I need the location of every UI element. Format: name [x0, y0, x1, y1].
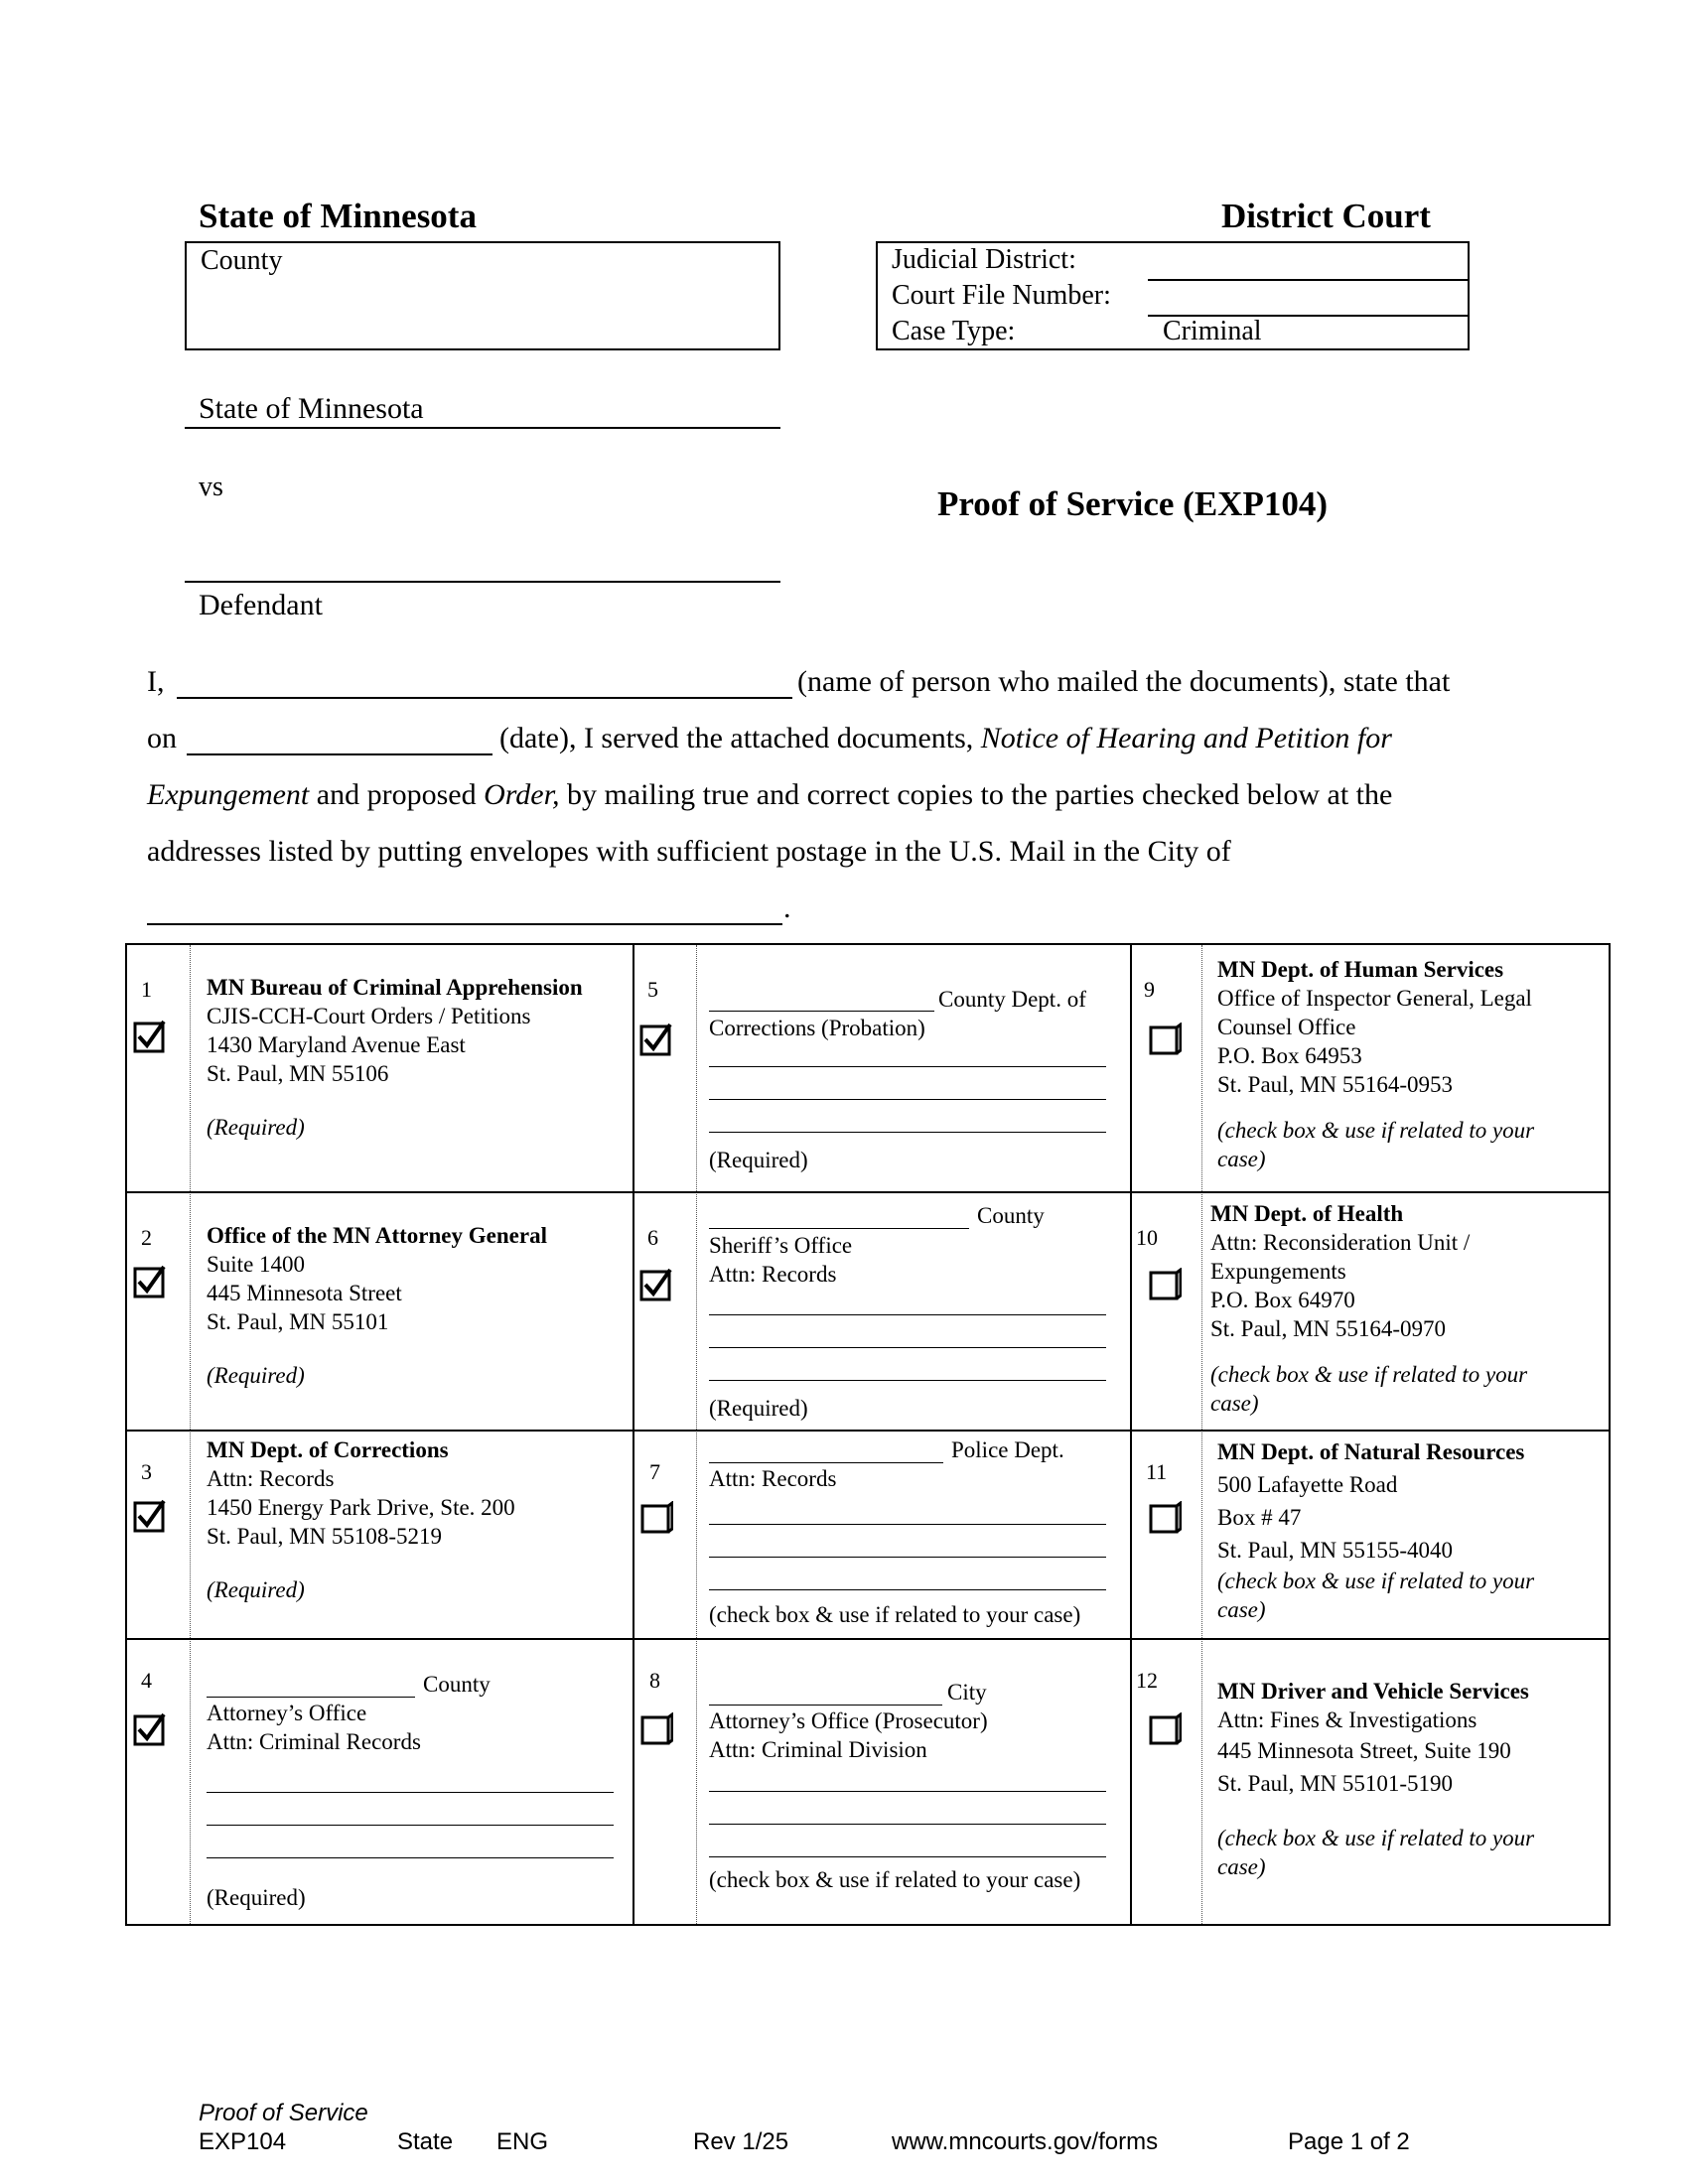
party-note: (check box & use if related to your: [1217, 1826, 1535, 1850]
party-line: 1450 Energy Park Drive, Ste. 200: [207, 1495, 515, 1520]
party-line: St. Paul, MN 55101-5190: [1217, 1771, 1454, 1796]
party-number: 10: [1136, 1225, 1158, 1250]
court-file-number-label: Court File Number:: [892, 280, 1111, 311]
party-name: Attorney’s Office: [207, 1701, 367, 1725]
plaintiff-line: [185, 427, 780, 429]
address-line-field[interactable]: [207, 1857, 614, 1858]
checkbox-checked-icon[interactable]: [133, 1020, 167, 1053]
party-note: (check box & use if related to your: [1217, 1569, 1535, 1593]
party-line: St. Paul, MN 55101: [207, 1309, 389, 1334]
defendant-label: Defendant: [199, 589, 323, 621]
party-number: 4: [141, 1668, 152, 1693]
party-name: Corrections (Probation): [709, 1016, 925, 1040]
service-date-field[interactable]: [187, 710, 492, 755]
statement-on: on: [147, 722, 177, 754]
party-line: 1430 Maryland Avenue East: [207, 1032, 466, 1057]
party-line: Counsel Office: [1217, 1015, 1356, 1039]
checkbox-icon[interactable]: [639, 1712, 673, 1746]
party-line: St. Paul, MN 55164-0970: [1210, 1316, 1447, 1341]
footer-jurisdiction: State: [397, 2128, 454, 2155]
address-line-field[interactable]: [207, 1792, 614, 1793]
address-line-field[interactable]: [709, 1524, 1106, 1525]
statement-i: I,: [147, 665, 165, 698]
county-name-field[interactable]: [709, 1011, 934, 1012]
party-line: P.O. Box 64953: [1217, 1043, 1362, 1068]
address-line-field[interactable]: [709, 1856, 1106, 1857]
party-note: case): [1217, 1597, 1266, 1622]
party-note: (Required): [207, 1363, 305, 1388]
row-divider: [127, 1191, 1609, 1193]
checkbox-icon[interactable]: [639, 1501, 673, 1535]
party-line: Office of Inspector General, Legal: [1217, 986, 1532, 1011]
city-name-field[interactable]: [709, 1705, 942, 1706]
party-note: (Required): [207, 1885, 306, 1910]
party-note: (Required): [709, 1148, 808, 1172]
party-note: case): [1210, 1391, 1259, 1416]
statement-and-proposed: and proposed: [316, 778, 477, 811]
case-type-value: Criminal: [1163, 316, 1262, 346]
party-name: MN Bureau of Criminal Apprehension: [207, 975, 583, 1000]
col-divider: [696, 945, 697, 1924]
party-cell-1: [207, 973, 629, 1142]
statement-line4: addresses listed by putting envelopes with sufficient postage in the U.S. Mail in the City of: [147, 835, 1231, 868]
address-line-field[interactable]: [709, 1380, 1106, 1381]
party-line: P.O. Box 64970: [1210, 1288, 1355, 1312]
party-line: Attn: Criminal Division: [709, 1737, 927, 1762]
footer-form-title: Proof of Service: [199, 2100, 368, 2126]
party-name: County Dept. of: [938, 987, 1086, 1012]
party-name: Sheriff’s Office: [709, 1233, 853, 1258]
address-line-field[interactable]: [709, 1347, 1106, 1348]
defendant-field[interactable]: [185, 581, 780, 583]
party-name: MN Dept. of Corrections: [207, 1437, 449, 1462]
checkbox-checked-icon[interactable]: [639, 1268, 673, 1301]
state-heading: State of Minnesota: [199, 197, 477, 235]
form-title: Proof of Service (EXP104): [937, 484, 1328, 523]
party-line: Attn: Records: [709, 1466, 837, 1491]
statement-expungement: Expungement: [147, 778, 310, 811]
parties-table: [125, 943, 1611, 1926]
plaintiff-name: State of Minnesota: [199, 392, 424, 425]
checkbox-icon[interactable]: [1148, 1712, 1182, 1746]
party-note: (check box & use if related to your: [1217, 1118, 1535, 1143]
party-note: (Required): [207, 1115, 305, 1140]
party-note: case): [1217, 1854, 1266, 1879]
party-name: MN Dept. of Natural Resources: [1217, 1439, 1525, 1464]
checkbox-icon[interactable]: [1148, 1501, 1182, 1535]
address-line-field[interactable]: [709, 1824, 1106, 1825]
judicial-district-field[interactable]: [1148, 279, 1468, 281]
col-divider: [190, 945, 191, 1924]
department-name-field[interactable]: [709, 1462, 943, 1463]
address-line-field[interactable]: [709, 1791, 1106, 1792]
statement-line3-rest: by mailing true and correct copies to the parties checked below at the: [566, 778, 1393, 811]
county-box[interactable]: [185, 241, 780, 350]
party-name: MN Dept. of Health: [1210, 1201, 1404, 1226]
col-divider: [633, 945, 634, 1924]
party-number: 7: [649, 1459, 660, 1484]
statement-line2-ital: Notice of Hearing and Petition for: [980, 722, 1392, 754]
party-line: Expungements: [1210, 1259, 1346, 1284]
party-number: 8: [649, 1668, 660, 1693]
party-cell-12: [1217, 1677, 1605, 1881]
statement-period: .: [783, 891, 791, 924]
county-name-field[interactable]: [207, 1697, 415, 1698]
checkbox-checked-icon[interactable]: [133, 1712, 167, 1746]
case-info-box: [876, 241, 1470, 350]
party-line: Attn: Criminal Records: [207, 1729, 421, 1754]
address-line-field[interactable]: [709, 1589, 1106, 1590]
footer-language: ENG: [496, 2128, 549, 2155]
party-number: 11: [1146, 1459, 1168, 1484]
row-divider: [127, 1430, 1609, 1432]
party-number: 6: [647, 1225, 658, 1250]
party-line: Box # 47: [1217, 1505, 1302, 1530]
party-note: (check box & use if related to your: [1210, 1362, 1528, 1387]
party-line: Attn: Fines & Investigations: [1217, 1707, 1477, 1732]
party-number: 2: [141, 1225, 152, 1250]
county-name-field[interactable]: [709, 1228, 969, 1229]
county-label: County: [201, 245, 283, 276]
footer-form-code: EXP104: [199, 2128, 287, 2155]
party-cell-2: [207, 1221, 629, 1390]
statement-line1-suffix: (name of person who mailed the documents), state that: [797, 665, 1451, 698]
party-line: Attn: Reconsideration Unit /: [1210, 1230, 1471, 1255]
address-line-field[interactable]: [207, 1825, 614, 1826]
checkbox-icon[interactable]: [1148, 1023, 1182, 1056]
judicial-district-label: Judicial District:: [892, 244, 1076, 275]
party-line: St. Paul, MN 55106: [207, 1061, 389, 1086]
party-name: MN Driver and Vehicle Services: [1217, 1679, 1529, 1704]
statement: [147, 653, 1557, 936]
statement-line2-mid: (date), I served the attached documents,: [499, 722, 974, 754]
address-line-field[interactable]: [709, 1132, 1106, 1133]
footer-revision: Rev 1/25: [693, 2128, 789, 2155]
address-line-field[interactable]: [709, 1066, 1106, 1067]
party-name: Office of the MN Attorney General: [207, 1223, 547, 1248]
checkbox-icon[interactable]: [1148, 1268, 1182, 1301]
party-name: Attorney’s Office (Prosecutor): [709, 1708, 988, 1733]
party-note: (Required): [207, 1577, 305, 1602]
party-line: Attn: Records: [709, 1262, 837, 1287]
court-heading: District Court: [1221, 197, 1431, 235]
party-cell-3: [207, 1435, 629, 1604]
footer-website[interactable]: www.mncourts.gov/forms: [892, 2128, 1159, 2155]
party-line: Suite 1400: [207, 1252, 306, 1277]
address-line-field[interactable]: [709, 1557, 1106, 1558]
party-note: (check box & use if related to your case): [709, 1867, 1081, 1892]
party-line: 500 Lafayette Road: [1217, 1472, 1398, 1497]
party-line: St. Paul, MN 55155-4040: [1217, 1538, 1454, 1563]
party-line: CJIS-CCH-Court Orders / Petitions: [207, 1004, 531, 1028]
party-name: MN Dept. of Human Services: [1217, 957, 1504, 982]
party-cell-11: [1217, 1435, 1605, 1624]
party-number: 1: [141, 977, 152, 1002]
vs-label: vs: [199, 472, 223, 502]
party-line: 445 Minnesota Street, Suite 190: [1217, 1738, 1511, 1763]
party-number: 9: [1144, 977, 1155, 1002]
party-cell-9: [1217, 955, 1605, 1173]
party-name: County: [977, 1203, 1045, 1228]
checkbox-checked-icon[interactable]: [133, 1499, 167, 1533]
party-line: Attn: Records: [207, 1466, 335, 1491]
address-line-field[interactable]: [709, 1099, 1106, 1100]
address-line-field[interactable]: [709, 1314, 1106, 1315]
party-name: County: [423, 1672, 491, 1697]
checkbox-checked-icon[interactable]: [133, 1265, 167, 1298]
col-divider: [1130, 945, 1132, 1924]
col-divider: [1201, 945, 1202, 1924]
party-number: 5: [647, 977, 658, 1002]
party-cell-10: [1210, 1199, 1606, 1418]
party-name: Police Dept.: [951, 1437, 1064, 1462]
footer-page-number: Page 1 of 2: [1288, 2128, 1410, 2155]
party-number: 12: [1136, 1668, 1158, 1693]
city-field[interactable]: [147, 880, 782, 925]
party-number: 3: [141, 1459, 152, 1484]
party-line: St. Paul, MN 55164-0953: [1217, 1072, 1454, 1097]
party-name: City: [947, 1680, 987, 1705]
party-note: (Required): [709, 1396, 808, 1421]
party-line: St. Paul, MN 55108-5219: [207, 1524, 443, 1549]
row-divider: [127, 1638, 1609, 1640]
party-note: (check box & use if related to your case): [709, 1602, 1081, 1627]
server-name-field[interactable]: [177, 653, 792, 699]
party-note: case): [1217, 1147, 1266, 1171]
case-type-label: Case Type:: [892, 316, 1016, 346]
statement-order: Order,: [484, 778, 560, 811]
checkbox-checked-icon[interactable]: [639, 1023, 673, 1056]
party-line: 445 Minnesota Street: [207, 1281, 402, 1305]
